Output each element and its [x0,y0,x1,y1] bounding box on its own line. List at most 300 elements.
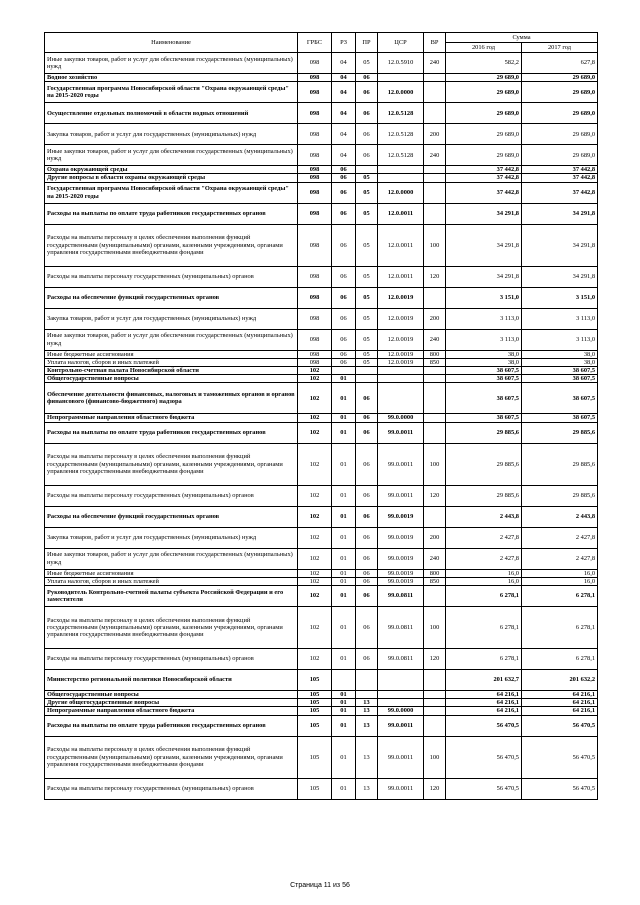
row-rz: 06 [332,287,356,308]
row-name: Уплата налогов, сборов и иных платежей [45,358,298,366]
row-grbs: 105 [298,736,332,778]
row-csr: 12.0.0019 [378,329,424,350]
row-csr: 12.0.0011 [378,224,424,266]
row-pr: 06 [356,145,378,166]
row-name: Другие общегосударственные вопросы [45,699,298,707]
row-name: Уплата налогов, сборов и иных платежей [45,577,298,585]
row-sum-2016: 3 151,0 [446,287,522,308]
row-vr [424,203,446,224]
row-csr: 12.0.0000 [378,82,424,103]
row-sum-2017: 64 216,1 [522,707,598,715]
row-sum-2016: 2 443,8 [446,506,522,527]
table-row [45,414,598,422]
row-name: Расходы на выплаты персоналу в целях обеспечения выполнения функций государственными (муниципальными) органами, казенными учреждениями, органами управления государственными внебюджетными фондами [45,736,298,778]
row-grbs: 102 [298,422,332,443]
row-sum-2016: 34 291,8 [446,203,522,224]
table-row [45,607,598,649]
row-vr: 200 [424,308,446,329]
row-sum-2017: 34 291,8 [522,266,598,287]
row-csr: 12.0.0019 [378,287,424,308]
row-pr: 06 [356,74,378,82]
row-vr: 240 [424,53,446,74]
row-rz: 06 [332,350,356,358]
header-year-2016: 2016 год [446,43,522,53]
row-rz: 01 [332,414,356,422]
row-sum-2016: 3 113,0 [446,329,522,350]
row-csr: 99.0.0000 [378,707,424,715]
row-name: Расходы на выплаты персоналу государственных (муниципальных) органов [45,266,298,287]
row-rz: 01 [332,506,356,527]
row-sum-2017: 2 427,8 [522,548,598,569]
row-csr: 99.0.0019 [378,527,424,548]
row-pr: 06 [356,422,378,443]
row-sum-2017: 6 278,1 [522,607,598,649]
row-vr [424,586,446,607]
row-vr [424,74,446,82]
row-sum-2017: 29 885,6 [522,422,598,443]
row-sum-2016: 38 607,5 [446,375,522,383]
row-grbs: 098 [298,350,332,358]
row-sum-2017: 38 607,5 [522,414,598,422]
row-vr [424,182,446,203]
row-name: Государственная программа Новосибирской области "Охрана окружающей среды" на 2015-2020 годы [45,82,298,103]
row-pr: 06 [356,443,378,485]
row-grbs: 102 [298,577,332,585]
row-name: Обеспечение деятельности финансовых, налоговых и таможенных органов и органов финансового (финансово-бюджетного) надзора [45,383,298,414]
row-csr: 99.0.0011 [378,778,424,799]
row-rz: 06 [332,308,356,329]
row-rz: 01 [332,548,356,569]
table-row [45,375,598,383]
row-pr: 06 [356,485,378,506]
header-sum: Сумма [446,33,598,43]
row-sum-2016: 37 442,8 [446,182,522,203]
table-row [45,422,598,443]
row-sum-2016: 34 291,8 [446,266,522,287]
table-row [45,778,598,799]
row-name: Министерство региональной политики Новосибирской области [45,670,298,691]
row-name: Государственная программа Новосибирской области "Охрана окружающей среды" на 2015-2020 годы [45,182,298,203]
row-pr: 13 [356,736,378,778]
row-grbs: 102 [298,383,332,414]
table-row [45,506,598,527]
row-csr [378,699,424,707]
row-csr: 12.0.0011 [378,203,424,224]
budget-table-sheet [44,32,597,800]
row-grbs: 098 [298,224,332,266]
row-rz: 01 [332,577,356,585]
row-name: Расходы на выплаты персоналу в целях обеспечения выполнения функций государственными (муниципальными) органами, казенными учреждениями, органами управления государственными внебюджетными фондами [45,224,298,266]
row-sum-2017: 3 113,0 [522,308,598,329]
row-grbs: 102 [298,649,332,670]
table-row [45,329,598,350]
row-vr: 240 [424,145,446,166]
row-csr: 99.0.0811 [378,586,424,607]
row-vr [424,506,446,527]
row-sum-2016: 6 278,1 [446,586,522,607]
row-grbs: 102 [298,548,332,569]
row-csr: 99.0.0011 [378,443,424,485]
row-rz: 01 [332,485,356,506]
row-vr [424,670,446,691]
row-csr: 99.0.0019 [378,548,424,569]
row-grbs: 105 [298,670,332,691]
row-rz: 01 [332,707,356,715]
row-csr: 99.0.0019 [378,577,424,585]
header-year-2017: 2017 год [522,43,598,53]
row-rz: 01 [332,443,356,485]
row-sum-2017: 3 113,0 [522,329,598,350]
row-sum-2017: 34 291,8 [522,224,598,266]
table-row [45,383,598,414]
row-sum-2016: 29 885,6 [446,485,522,506]
row-grbs: 098 [298,329,332,350]
row-csr: 12.0.0019 [378,308,424,329]
row-rz [332,367,356,375]
row-vr: 800 [424,350,446,358]
row-name: Иные закупки товаров, работ и услуг для обеспечения государственных (муниципальных) нужд [45,53,298,74]
row-vr: 850 [424,358,446,366]
row-rz: 06 [332,358,356,366]
row-name: Иные бюджетные ассигнования [45,569,298,577]
row-sum-2017: 37 442,8 [522,174,598,182]
row-pr: 06 [356,586,378,607]
row-name: Расходы на выплаты персоналу в целях обеспечения выполнения функций государственными (муниципальными) органами, казенными учреждениями, органами управления государственными внебюджетными фондами [45,607,298,649]
row-pr: 05 [356,266,378,287]
row-name: Иные закупки товаров, работ и услуг для обеспечения государственных (муниципальных) нужд [45,145,298,166]
row-rz: 01 [332,691,356,699]
row-csr: 12.0.0011 [378,266,424,287]
row-pr: 06 [356,414,378,422]
row-vr [424,166,446,174]
row-sum-2016: 3 113,0 [446,308,522,329]
row-sum-2017: 16,0 [522,577,598,585]
table-header [45,33,598,53]
row-sum-2016: 37 442,8 [446,174,522,182]
row-csr: 99.0.0011 [378,422,424,443]
row-vr: 240 [424,548,446,569]
row-sum-2016: 6 278,1 [446,649,522,670]
row-sum-2016: 37 442,8 [446,166,522,174]
budget-table [44,32,598,800]
row-sum-2017: 64 216,1 [522,699,598,707]
table-row [45,586,598,607]
row-rz: 01 [332,569,356,577]
row-vr: 120 [424,485,446,506]
row-vr [424,715,446,736]
row-name: Другие вопросы в области охраны окружающей среды [45,174,298,182]
row-sum-2016: 64 216,1 [446,707,522,715]
row-sum-2017: 29 689,0 [522,74,598,82]
row-sum-2017: 56 470,5 [522,778,598,799]
row-vr: 100 [424,224,446,266]
table-row [45,649,598,670]
row-rz: 01 [332,736,356,778]
row-vr: 800 [424,569,446,577]
row-vr [424,422,446,443]
row-sum-2017: 2 427,8 [522,527,598,548]
row-grbs: 105 [298,778,332,799]
table-row [45,548,598,569]
row-vr [424,287,446,308]
row-sum-2016: 38 607,5 [446,367,522,375]
row-pr: 05 [356,53,378,74]
row-rz: 06 [332,266,356,287]
row-sum-2017: 29 689,0 [522,145,598,166]
row-vr: 850 [424,577,446,585]
row-vr [424,375,446,383]
row-pr: 06 [356,383,378,414]
row-sum-2017: 38,0 [522,358,598,366]
row-csr: 99.0.0019 [378,569,424,577]
row-sum-2016: 64 216,1 [446,691,522,699]
table-row [45,569,598,577]
header-pr: ПР [356,33,378,53]
row-pr: 06 [356,124,378,145]
row-grbs: 102 [298,586,332,607]
row-csr: 12.0.5128 [378,103,424,124]
row-pr: 05 [356,350,378,358]
row-vr [424,174,446,182]
row-pr: 05 [356,182,378,203]
row-vr [424,414,446,422]
table-row [45,485,598,506]
row-pr: 06 [356,527,378,548]
row-sum-2016: 38,0 [446,358,522,366]
row-sum-2017: 38 607,5 [522,367,598,375]
row-csr: 12.0.5910 [378,53,424,74]
row-grbs: 098 [298,308,332,329]
row-pr: 05 [356,308,378,329]
header-grbs: ГРБС [298,33,332,53]
row-csr: 99.0.0811 [378,649,424,670]
row-sum-2017: 29 885,6 [522,485,598,506]
table-row [45,707,598,715]
row-sum-2016: 29 689,0 [446,103,522,124]
row-sum-2016: 582,2 [446,53,522,74]
row-pr: 13 [356,715,378,736]
row-pr: 06 [356,577,378,585]
row-grbs: 102 [298,485,332,506]
row-grbs: 102 [298,367,332,375]
row-name: Осуществление отдельных полномочий в области водных отношений [45,103,298,124]
row-sum-2017: 56 470,5 [522,736,598,778]
row-name: Закупка товаров, работ и услуг для государственных (муниципальных) нужд [45,124,298,145]
row-pr: 06 [356,506,378,527]
row-sum-2017: 29 689,0 [522,124,598,145]
row-name: Иные бюджетные ассигнования [45,350,298,358]
row-name: Непрограммные направления областного бюджета [45,414,298,422]
row-csr [378,670,424,691]
row-pr: 05 [356,203,378,224]
row-sum-2017: 56 470,5 [522,715,598,736]
row-sum-2016: 56 470,5 [446,715,522,736]
header-csr: ЦСР [378,33,424,53]
row-rz: 01 [332,649,356,670]
row-pr [356,166,378,174]
row-pr [356,691,378,699]
row-sum-2016: 29 689,0 [446,124,522,145]
header-name: Наименование [45,33,298,53]
row-rz: 04 [332,82,356,103]
row-name: Расходы на выплаты персоналу государственных (муниципальных) органов [45,778,298,799]
row-sum-2016: 38 607,5 [446,414,522,422]
row-rz: 04 [332,145,356,166]
table-row [45,350,598,358]
row-grbs: 102 [298,506,332,527]
row-sum-2017: 37 442,8 [522,182,598,203]
table-row [45,358,598,366]
row-csr: 12.0.5128 [378,124,424,145]
row-sum-2017: 37 442,8 [522,166,598,174]
row-sum-2016: 2 427,8 [446,548,522,569]
row-vr: 240 [424,329,446,350]
table-row [45,736,598,778]
row-grbs: 098 [298,82,332,103]
row-sum-2017: 16,0 [522,569,598,577]
row-grbs: 098 [298,174,332,182]
row-sum-2017: 38,0 [522,350,598,358]
row-pr: 13 [356,707,378,715]
header-rz: РЗ [332,33,356,53]
row-grbs: 098 [298,166,332,174]
row-grbs: 098 [298,182,332,203]
row-rz: 01 [332,383,356,414]
row-rz: 01 [332,715,356,736]
row-name: Охрана окружающей среды [45,166,298,174]
row-grbs: 098 [298,53,332,74]
row-sum-2017: 38 607,5 [522,375,598,383]
row-vr [424,707,446,715]
table-row [45,82,598,103]
row-grbs: 102 [298,527,332,548]
row-csr [378,691,424,699]
table-row [45,670,598,691]
row-rz: 04 [332,53,356,74]
row-sum-2017: 64 216,1 [522,691,598,699]
row-grbs: 098 [298,103,332,124]
row-pr: 13 [356,778,378,799]
row-grbs: 098 [298,203,332,224]
row-sum-2016: 64 216,1 [446,699,522,707]
row-vr [424,691,446,699]
row-vr: 100 [424,736,446,778]
row-pr: 05 [356,329,378,350]
row-vr [424,103,446,124]
row-pr: 06 [356,607,378,649]
row-name: Расходы на выплаты по оплате труда работников государственных органов [45,422,298,443]
row-sum-2017: 201 632,2 [522,670,598,691]
row-csr: 12.0.0019 [378,350,424,358]
row-pr: 13 [356,699,378,707]
row-sum-2017: 6 278,1 [522,649,598,670]
row-rz: 06 [332,166,356,174]
row-sum-2017: 3 151,0 [522,287,598,308]
row-sum-2017: 6 278,1 [522,586,598,607]
row-sum-2016: 29 885,6 [446,422,522,443]
row-pr: 06 [356,649,378,670]
row-rz: 01 [332,527,356,548]
row-sum-2017: 29 689,0 [522,103,598,124]
row-csr: 99.0.0000 [378,414,424,422]
row-sum-2016: 6 278,1 [446,607,522,649]
row-csr: 12.0.0000 [378,182,424,203]
table-row [45,691,598,699]
row-csr: 99.0.0011 [378,485,424,506]
row-csr: 99.0.0811 [378,607,424,649]
row-vr: 120 [424,778,446,799]
row-vr [424,699,446,707]
row-sum-2016: 2 427,8 [446,527,522,548]
row-rz: 01 [332,607,356,649]
row-name: Расходы на обеспечение функций государственных органов [45,506,298,527]
row-pr: 05 [356,224,378,266]
row-name: Иные закупки товаров, работ и услуг для обеспечения государственных (муниципальных) нужд [45,329,298,350]
row-grbs: 098 [298,358,332,366]
row-pr: 05 [356,287,378,308]
row-sum-2016: 201 632,7 [446,670,522,691]
row-rz: 06 [332,224,356,266]
row-name: Закупка товаров, работ и услуг для государственных (муниципальных) нужд [45,308,298,329]
row-grbs: 105 [298,691,332,699]
table-row [45,527,598,548]
row-name: Расходы на выплаты по оплате труда работников государственных органов [45,203,298,224]
row-pr: 06 [356,103,378,124]
row-rz: 01 [332,699,356,707]
row-grbs: 102 [298,607,332,649]
row-csr: 99.0.0019 [378,506,424,527]
table-row [45,266,598,287]
row-sum-2016: 56 470,5 [446,778,522,799]
row-csr [378,74,424,82]
row-name: Руководитель Контрольно-счетной палаты субъекта Российской Федерации и его заместители [45,586,298,607]
row-grbs: 098 [298,124,332,145]
row-csr [378,383,424,414]
row-pr: 05 [356,174,378,182]
row-rz: 01 [332,778,356,799]
row-sum-2017: 34 291,8 [522,203,598,224]
row-sum-2016: 29 689,0 [446,82,522,103]
row-rz: 01 [332,586,356,607]
row-grbs: 098 [298,74,332,82]
table-row [45,103,598,124]
row-grbs: 098 [298,145,332,166]
row-name: Контрольно-счетная палата Новосибирской области [45,367,298,375]
row-grbs: 105 [298,707,332,715]
row-rz [332,670,356,691]
table-row [45,53,598,74]
table-row [45,224,598,266]
row-sum-2017: 38 607,5 [522,383,598,414]
row-rz: 06 [332,203,356,224]
row-csr [378,174,424,182]
row-pr [356,367,378,375]
row-grbs: 098 [298,266,332,287]
row-rz: 06 [332,174,356,182]
table-row [45,203,598,224]
table-row [45,308,598,329]
row-csr: 99.0.0011 [378,715,424,736]
row-rz: 06 [332,329,356,350]
row-name: Расходы на выплаты персоналу в целях обеспечения выполнения функций государственными (муниципальными) органами, казенными учреждениями, органами управления государственными внебюджетными фондами [45,443,298,485]
row-name: Иные закупки товаров, работ и услуг для обеспечения государственных (муниципальных) нужд [45,548,298,569]
row-sum-2016: 38 607,5 [446,383,522,414]
row-pr [356,375,378,383]
row-grbs: 102 [298,375,332,383]
table-row [45,182,598,203]
row-csr: 12.0.5128 [378,145,424,166]
row-csr [378,166,424,174]
